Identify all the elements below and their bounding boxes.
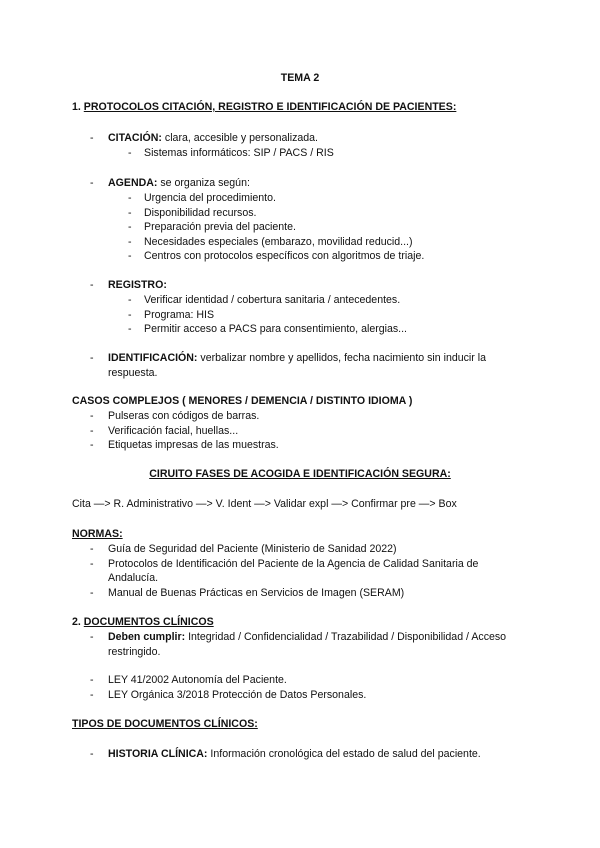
section-2-title: DOCUMENTOS CLÍNICOS: [83, 616, 214, 628]
casos-complejos-heading: CASOS COMPLEJOS ( MENORES / DEMENCIA / DISTINTO IDIOMA ): [72, 395, 413, 407]
section-1-number: 1.: [72, 101, 84, 113]
section-1-heading: [72, 100, 456, 115]
registro-sublist: [128, 293, 407, 337]
list-item: - Verificación facial, huellas...: [90, 424, 279, 439]
agenda-item: [108, 176, 250, 191]
bullet-dash: -: [90, 558, 94, 570]
agenda-label: AGENDA:: [108, 177, 158, 189]
circuito-heading: CIRUITO FASES DE ACOGIDA E IDENTIFICACIÓN SEGURA:: [149, 468, 451, 480]
bullet-dash: -: [90, 631, 94, 643]
historia-clinica-item: [108, 747, 481, 762]
list-item: Guía de Seguridad del Paciente (Ministerio de Sanidad 2022): [108, 543, 397, 555]
bullet-dash: -: [90, 587, 94, 599]
bullet-dash: -: [90, 132, 94, 144]
agenda-sublist: [128, 191, 424, 264]
list-item: Manual de Buenas Prácticas en Servicios de Imagen (SERAM): [108, 587, 405, 599]
section-2-number: 2.: [72, 616, 84, 628]
list-item: - Preparación previa del paciente.: [128, 220, 424, 235]
identificacion-text-continued: respuesta.: [108, 367, 158, 379]
citacion-label: CITACIÓN:: [108, 132, 162, 144]
bullet-dash: -: [90, 279, 94, 291]
citacion-sublist: [128, 146, 334, 161]
bullet-dash: -: [90, 689, 94, 701]
list-item: - Urgencia del procedimiento.: [128, 191, 424, 206]
list-item: - Disponibilidad recursos.: [128, 206, 424, 221]
agenda-text: se organiza según:: [157, 177, 250, 189]
deben-cumplir-text: Integridad / Confidencialidad / Trazabilidad / Disponibilidad / Acceso: [185, 631, 507, 643]
deben-cumplir-continued: restringido.: [108, 646, 161, 658]
deben-cumplir-item: [108, 630, 506, 645]
list-item: LEY 41/2002 Autonomía del Paciente.: [108, 674, 287, 686]
bullet-dash: -: [90, 543, 94, 555]
section-1-title: PROTOCOLOS CITACIÓN, REGISTRO E IDENTIFICACIÓN DE PACIENTES:: [83, 101, 457, 113]
list-item: - Permitir acceso a PACS para consentimiento, alergias...: [128, 322, 407, 337]
identificacion-text: verbalizar nombre y apellidos, fecha nacimiento sin inducir la: [197, 352, 486, 364]
identificacion-label: IDENTIFICACIÓN:: [108, 352, 198, 364]
list-item: - Necesidades especiales (embarazo, movilidad reducid...): [128, 235, 424, 250]
list-item: - Pulseras con códigos de barras.: [90, 409, 279, 424]
bullet-dash: -: [90, 177, 94, 189]
list-item: Protocolos de Identificación del Paciente de la Agencia de Calidad Sanitaria de: [108, 558, 479, 570]
list-item: - Programa: HIS: [128, 308, 407, 323]
identificacion-item: [108, 351, 486, 366]
registro-label: REGISTRO:: [108, 279, 167, 291]
bullet-dash: -: [90, 748, 94, 760]
normas-heading: NORMAS:: [72, 528, 123, 540]
list-item: - Centros con protocolos específicos con algoritmos de triaje.: [128, 249, 424, 264]
section-2-heading: [72, 615, 214, 630]
list-item: - Sistemas informáticos: SIP / PACS / RIS: [128, 146, 334, 161]
citacion-text: clara, accesible y personalizada.: [161, 132, 318, 144]
citacion-item: [108, 131, 318, 146]
bullet-dash: -: [90, 352, 94, 364]
list-item: - Etiquetas impresas de las muestras.: [90, 438, 279, 453]
list-item-continued: Andalucía.: [108, 572, 159, 584]
document-title: TEMA 2: [280, 72, 320, 84]
historia-clinica-label: HISTORIA CLÍNICA:: [108, 748, 208, 760]
historia-clinica-text: Información cronológica del estado de salud del paciente.: [207, 748, 481, 760]
deben-cumplir-label: Deben cumplir:: [108, 631, 186, 643]
casos-complejos-list: [90, 409, 279, 453]
bullet-dash: -: [90, 674, 94, 686]
list-item: - Verificar identidad / cobertura sanitaria / antecedentes.: [128, 293, 407, 308]
list-item: LEY Orgánica 3/2018 Protección de Datos Personales.: [108, 689, 367, 701]
circuito-flow: Cita —> R. Administrativo —> V. Ident —> Validar expl —> Confirmar pre —> Box: [72, 498, 457, 510]
tipos-heading: TIPOS DE DOCUMENTOS CLÍNICOS:: [72, 718, 258, 730]
